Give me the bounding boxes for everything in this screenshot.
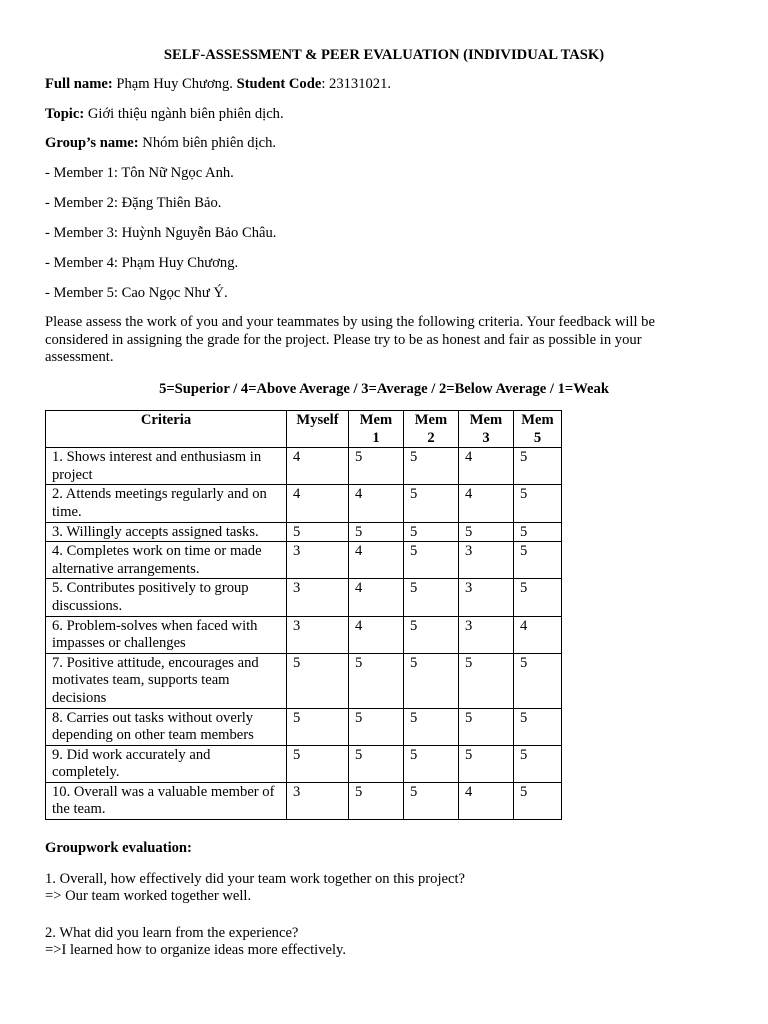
table-row <box>46 448 562 485</box>
table-row <box>46 485 562 522</box>
criteria-cell: 1. Shows interest and enthusiasm in project <box>46 448 287 485</box>
criteria-cell: 6. Problem-solves when faced with impasses or challenges <box>46 616 287 653</box>
score-cell: 5 <box>404 485 459 522</box>
score-cell: 3 <box>459 579 514 616</box>
evaluation-table <box>45 410 562 820</box>
full-name-value: Phạm Huy Chương. <box>112 76 237 92</box>
header-criteria: Criteria <box>46 411 287 448</box>
groupwork-title: Groupwork evaluation: <box>45 840 192 856</box>
full-name-label: Full name: <box>45 76 113 92</box>
score-cell: 5 <box>404 616 459 653</box>
score-cell: 5 <box>459 653 514 708</box>
score-cell: 4 <box>349 616 404 653</box>
score-cell: 5 <box>287 708 349 745</box>
criteria-cell: 4. Completes work on time or made alternative arrangements. <box>46 542 287 579</box>
member-5: - Member 5: Cao Ngọc Như Ý. <box>45 285 228 301</box>
score-cell: 3 <box>287 579 349 616</box>
score-cell: 3 <box>459 616 514 653</box>
score-cell: 5 <box>514 522 562 542</box>
question-2: 2. What did you learn from the experience? <box>45 925 299 941</box>
criteria-cell: 10. Overall was a valuable member of the team. <box>46 782 287 819</box>
score-cell: 5 <box>287 653 349 708</box>
score-cell: 4 <box>349 485 404 522</box>
score-cell: 5 <box>514 782 562 819</box>
score-cell: 4 <box>459 485 514 522</box>
score-cell: 5 <box>349 782 404 819</box>
score-cell: 5 <box>459 522 514 542</box>
score-cell: 5 <box>349 708 404 745</box>
criteria-cell: 7. Positive attitude, encourages and motivates team, supports team decisions <box>46 653 287 708</box>
score-cell: 5 <box>404 448 459 485</box>
member-1: - Member 1: Tôn Nữ Ngọc Anh. <box>45 165 234 181</box>
header-mem-3: Mem 3 <box>459 411 514 448</box>
score-cell: 4 <box>349 542 404 579</box>
member-3: - Member 3: Huỳnh Nguyễn Bảo Châu. <box>45 225 277 241</box>
score-cell: 5 <box>514 448 562 485</box>
score-cell: 5 <box>287 745 349 782</box>
group-value: Nhóm biên phiên dịch. <box>138 135 277 151</box>
student-code-value: : 23131021. <box>321 76 392 92</box>
table-row <box>46 542 562 579</box>
score-cell: 3 <box>287 782 349 819</box>
member-4: - Member 4: Phạm Huy Chương. <box>45 255 239 271</box>
header-mem-1: Mem 1 <box>349 411 404 448</box>
criteria-cell: 3. Willingly accepts assigned tasks. <box>46 522 287 542</box>
score-cell: 4 <box>349 579 404 616</box>
table-header-row <box>46 411 562 448</box>
score-cell: 3 <box>459 542 514 579</box>
score-cell: 3 <box>287 542 349 579</box>
score-cell: 5 <box>514 485 562 522</box>
score-cell: 5 <box>404 522 459 542</box>
score-cell: 5 <box>287 522 349 542</box>
table-row <box>46 616 562 653</box>
score-cell: 5 <box>349 448 404 485</box>
question-1: 1. Overall, how effectively did your team work together on this project? <box>45 871 465 887</box>
criteria-cell: 8. Carries out tasks without overly depending on other team members <box>46 708 287 745</box>
table-row <box>46 708 562 745</box>
member-2: - Member 2: Đặng Thiên Bảo. <box>45 195 222 211</box>
table-row <box>46 782 562 819</box>
score-cell: 5 <box>514 653 562 708</box>
header-mem-2: Mem 2 <box>404 411 459 448</box>
answer-2: =>I learned how to organize ideas more effectively. <box>45 942 347 958</box>
criteria-cell: 9. Did work accurately and completely. <box>46 745 287 782</box>
table-row <box>46 522 562 542</box>
score-cell: 4 <box>287 448 349 485</box>
score-cell: 5 <box>514 745 562 782</box>
student-code-label: Student Code <box>236 76 322 92</box>
table-row <box>46 579 562 616</box>
score-cell: 5 <box>349 653 404 708</box>
score-cell: 5 <box>459 708 514 745</box>
document-title: SELF-ASSESSMENT & PEER EVALUATION (INDIVIDUAL TASK) <box>163 47 605 63</box>
score-cell: 5 <box>349 522 404 542</box>
score-cell: 5 <box>404 653 459 708</box>
answer-1: => Our team worked together well. <box>45 888 252 904</box>
score-cell: 5 <box>404 745 459 782</box>
score-cell: 5 <box>404 542 459 579</box>
score-cell: 5 <box>404 782 459 819</box>
score-cell: 4 <box>459 782 514 819</box>
score-cell: 3 <box>287 616 349 653</box>
rating-scale: 5=Superior / 4=Above Average / 3=Average / 2=Below Average / 1=Weak <box>159 381 609 397</box>
score-cell: 5 <box>514 542 562 579</box>
header-mem-5: Mem 5 <box>514 411 562 448</box>
topic-label: Topic: <box>45 106 85 122</box>
group-line <box>45 135 276 153</box>
score-cell: 5 <box>404 708 459 745</box>
score-cell: 5 <box>349 745 404 782</box>
header-myself: Myself <box>287 411 349 448</box>
full-name-line <box>45 76 391 94</box>
instructions-paragraph: Please assess the work of you and your teammates by using the following criteria. Your feedback will be considered in assigning the grade for the project. Please try to be as honest and fair as possible in your assessment. <box>45 314 655 366</box>
score-cell: 4 <box>287 485 349 522</box>
criteria-cell: 5. Contributes positively to group discussions. <box>46 579 287 616</box>
topic-value: Giới thiệu ngành biên phiên dịch. <box>84 106 284 122</box>
score-cell: 5 <box>514 708 562 745</box>
score-cell: 4 <box>514 616 562 653</box>
table-row <box>46 745 562 782</box>
score-cell: 5 <box>404 579 459 616</box>
score-cell: 4 <box>459 448 514 485</box>
criteria-cell: 2. Attends meetings regularly and on time. <box>46 485 287 522</box>
score-cell: 5 <box>514 579 562 616</box>
table-row <box>46 653 562 708</box>
group-label: Group’s name: <box>45 135 139 151</box>
topic-line <box>45 106 284 124</box>
score-cell: 5 <box>459 745 514 782</box>
